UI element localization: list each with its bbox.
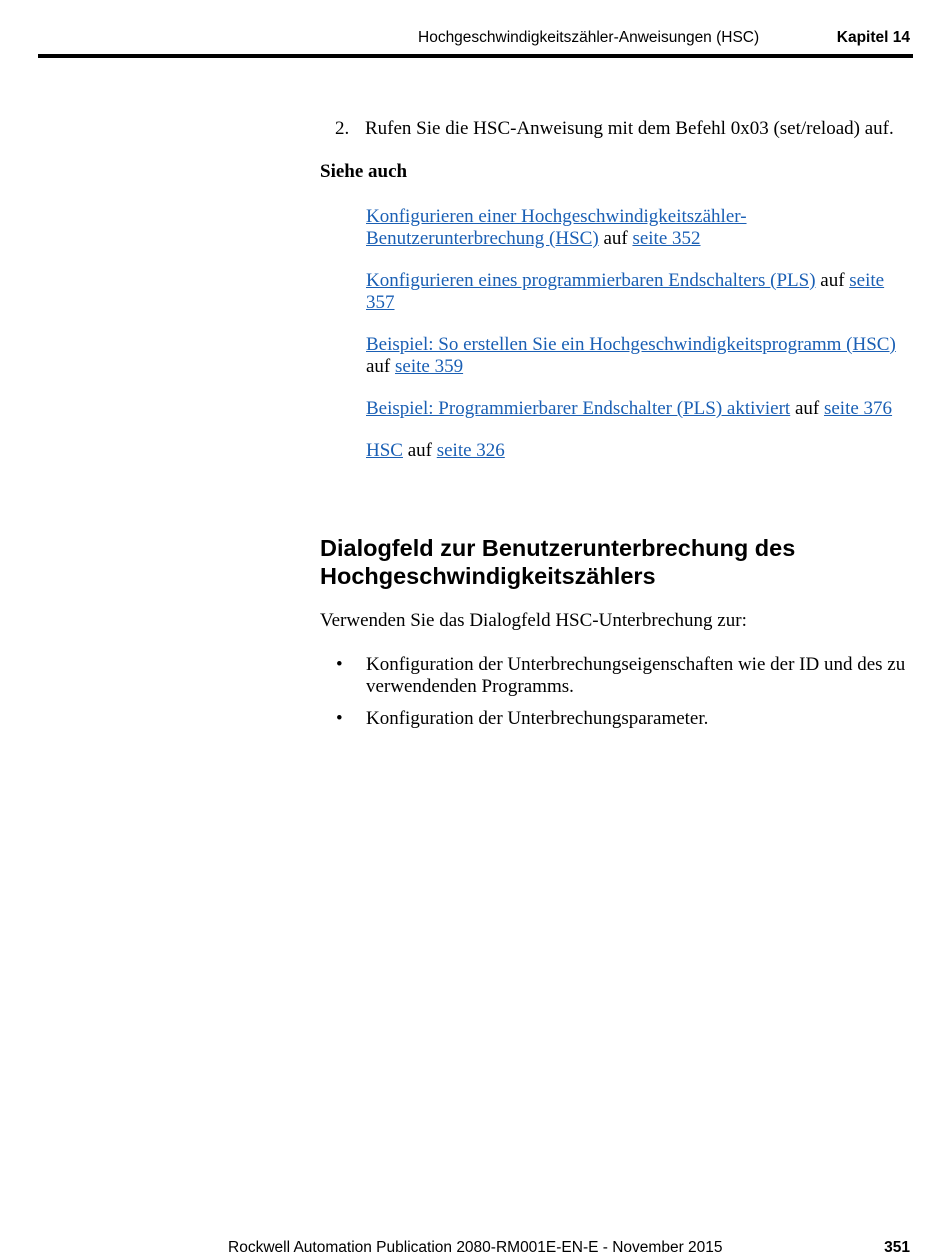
bullet-icon: • — [336, 654, 343, 675]
auf-text: auf — [794, 398, 820, 419]
page-link-376[interactable]: seite 376 — [823, 398, 893, 419]
auf-text: auf — [820, 270, 845, 291]
see-also-entry — [366, 334, 906, 378]
list-item — [336, 654, 906, 698]
see-also-heading: Siehe auch — [320, 161, 408, 182]
see-also-entry — [366, 206, 906, 250]
section-heading: Dialogfeld zur Benutzerunterbrechung des Hochgeschwindigkeitszählers — [320, 535, 796, 589]
page-link-326[interactable]: seite 326 — [436, 440, 505, 461]
running-header-title: Hochgeschwindigkeitszähler-Anweisungen (HSC) — [418, 29, 760, 46]
header-divider — [38, 54, 913, 58]
step-text: Rufen Sie die HSC-Anweisung mit dem Befehl 0x03 (set/reload) auf. — [365, 118, 894, 139]
page-number: 351 — [884, 1239, 910, 1256]
auf-text: auf — [366, 356, 391, 377]
bullet-icon: • — [336, 708, 343, 729]
bullet-list — [336, 654, 906, 740]
page-link-359[interactable]: seite 359 — [395, 356, 464, 377]
bullet-text: Konfiguration der Unterbrechungsparameter. — [366, 708, 709, 729]
link-example-hsc-program[interactable]: Beispiel: So erstellen Sie ein Hochgeschwindigkeitsprogramm (HSC) — [366, 334, 896, 355]
link-configure-pls[interactable]: Konfigurieren eines programmierbaren Endschalters (PLS) — [366, 270, 816, 291]
see-also-entry — [366, 398, 906, 420]
bullet-text: Konfiguration der Unterbrechungseigenschaften wie der ID und des zu verwendenden Programms. — [366, 654, 906, 697]
footer-publication: Rockwell Automation Publication 2080-RM001E-EN-E - November 2015 — [228, 1239, 723, 1256]
link-configure-hsc-interrupt[interactable]: Konfigurieren einer Hochgeschwindigkeitszähler-Benutzerunterbrechung (HSC) — [366, 206, 747, 249]
link-hsc[interactable]: HSC — [366, 440, 403, 461]
auf-text: auf — [603, 228, 628, 249]
step-item — [335, 118, 894, 140]
see-also-entry — [366, 270, 906, 314]
page-link-352[interactable]: seite 352 — [632, 228, 701, 249]
auf-text: auf — [407, 440, 432, 461]
list-item — [336, 708, 906, 730]
step-number: 2. — [335, 118, 350, 139]
link-example-pls-enabled[interactable]: Beispiel: Programmierbarer Endschalter (PLS) aktiviert — [366, 398, 791, 419]
chapter-label: Kapitel 14 — [836, 29, 910, 46]
see-also-entry — [366, 440, 906, 462]
see-also-list — [366, 206, 906, 482]
section-intro: Verwenden Sie das Dialogfeld HSC-Unterbrechung zur: — [320, 610, 747, 631]
page-link-357[interactable]: seite 357 — [366, 270, 885, 313]
